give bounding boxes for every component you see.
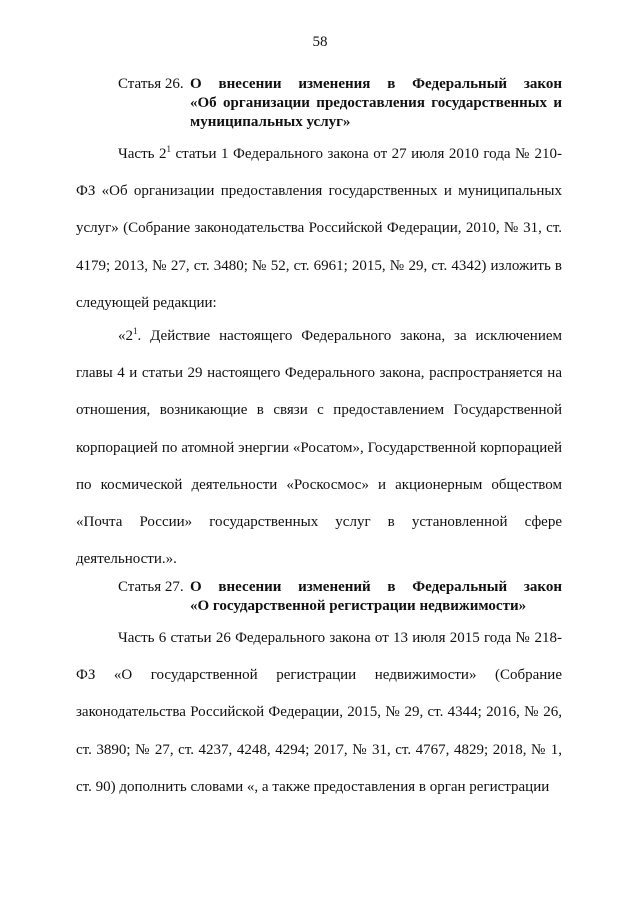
para1-text-rest: статьи 1 Федерального закона от 27 июля 2010 года № 210-ФЗ «Об организации предоставления государственных и муниципальных услуг» (Собрание законодательства Российской Федерации, 2010, № 31, ст. 4179; 2013, № 27, ст. 3480; № 52, ст. 6961; 2015, № 29, ст. 4342) изложить в следующей редакции: [76,146,562,311]
article-26-title-line2: «Об организации предоставления государственных и муниципальных услуг» [190,95,562,130]
article-26-number: Статья 26. [118,76,184,92]
article-27-title [190,578,562,616]
paragraph-article-26-intro [76,136,562,322]
para1-superscript: 1 [166,144,171,154]
article-26-heading [118,75,562,132]
article-26-title [190,75,562,132]
para2-text-start: «2 [118,328,133,344]
paragraph-article-27-text [76,620,562,806]
para1-text-start: Часть 2 [118,146,167,162]
para2-text-rest: . Действие настоящего Федерального закона, за исключением главы 4 и статьи 29 настоящего Федерального закона, распространяется на отношения, возникающие в связи с предоставлением Государственной корпорацией по атомной энергии «Росатом», Государственной корпорацией по космической деятельности «Роскосмос» и акционерным обществом «Почта России» государственных услуг в установленной сфере деятельности.». [76,328,562,568]
article-27-title-line1: О внесении изменений в Федеральный закон [190,579,562,595]
para2-superscript: 1 [133,326,138,336]
article-27-number: Статья 27. [118,579,184,595]
article-26-title-line1: О внесении изменения в Федеральный закон [190,76,562,92]
article-27-heading [118,578,562,616]
paragraph-new-wording [76,318,562,578]
article-27-title-line2: «О государственной регистрации недвижимости» [190,598,527,614]
para3-text: Часть 6 статьи 26 Федерального закона от 13 июля 2015 года № 218-ФЗ «О государственной регистрации недвижимости» (Собрание законодательства Российской Федерации, 2015, № 29, ст. 4344; 2016, № 26, ст. 3890; № 27, ст. 4237, 4248, 4294; 2017, № 31, ст. 4767, 4829; 2018, № 1, ст. 90) дополнить словами «, а также предоставления в орган регистрации [76,630,562,795]
page-number: 58 [312,34,328,50]
